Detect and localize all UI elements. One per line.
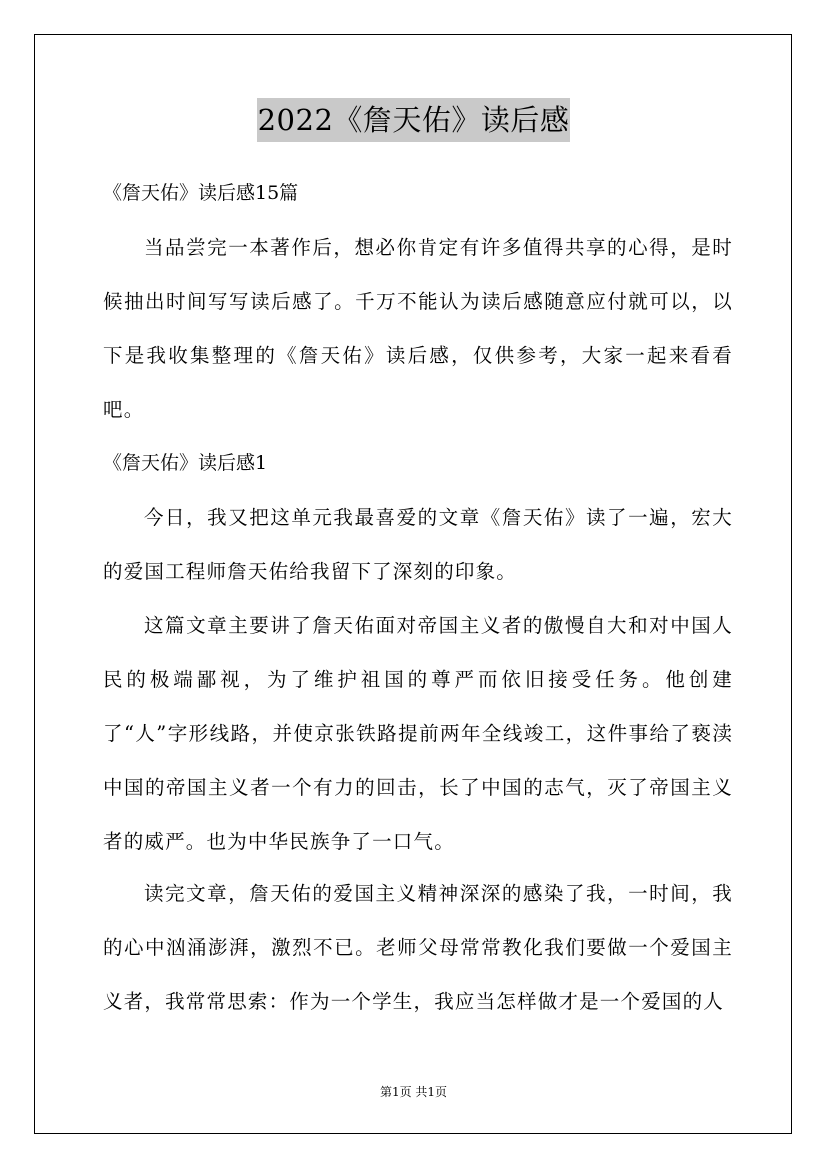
- body-paragraph-1: 今日，我又把这单元我最喜爱的文章《詹天佑》读了一遍，宏大的爱国工程师詹天佑给我留下了深刻的印象。: [103, 506, 733, 583]
- title-container: [0, 98, 827, 142]
- document-title: 2022《詹天佑》读后感: [257, 98, 571, 142]
- page-footer: 第1页 共1页: [379, 1085, 448, 1099]
- body-paragraph-2: 这篇文章主要讲了詹天佑面对帝国主义者的傲慢自大和对中国人民的极端鄙视，为了维护祖国的尊严而依旧接受任务。他创建了“人”字形线路，并使京张铁路提前两年全线竣工，这件事给了亵渎中国的帝国主义者一个有力的回击，长了中国的志气，灭了帝国主义者的威严。也为中华民族争了一口气。: [103, 614, 733, 853]
- body-paragraph-3: 读完文章，詹天佑的爱国主义精神深深的感染了我，一时间，我的心中汹涌澎湃，激烈不已。老师父母常常教化我们要做一个爱国主义者，我常常思索：作为一个学生，我应当怎样做才是一个爱国的人: [103, 882, 733, 1013]
- intro-paragraph: 当品尝完一本著作后，想必你肯定有许多值得共享的心得，是时候抽出时间写写读后感了。千万不能认为读后感随意应付就可以，以下是我收集整理的《詹天佑》读后感，仅供参考，大家一起来看看吧。: [103, 236, 733, 421]
- section-heading: 《詹天佑》读后感1: [103, 452, 268, 474]
- document-subtitle: 《詹天佑》读后感15篇: [103, 182, 299, 204]
